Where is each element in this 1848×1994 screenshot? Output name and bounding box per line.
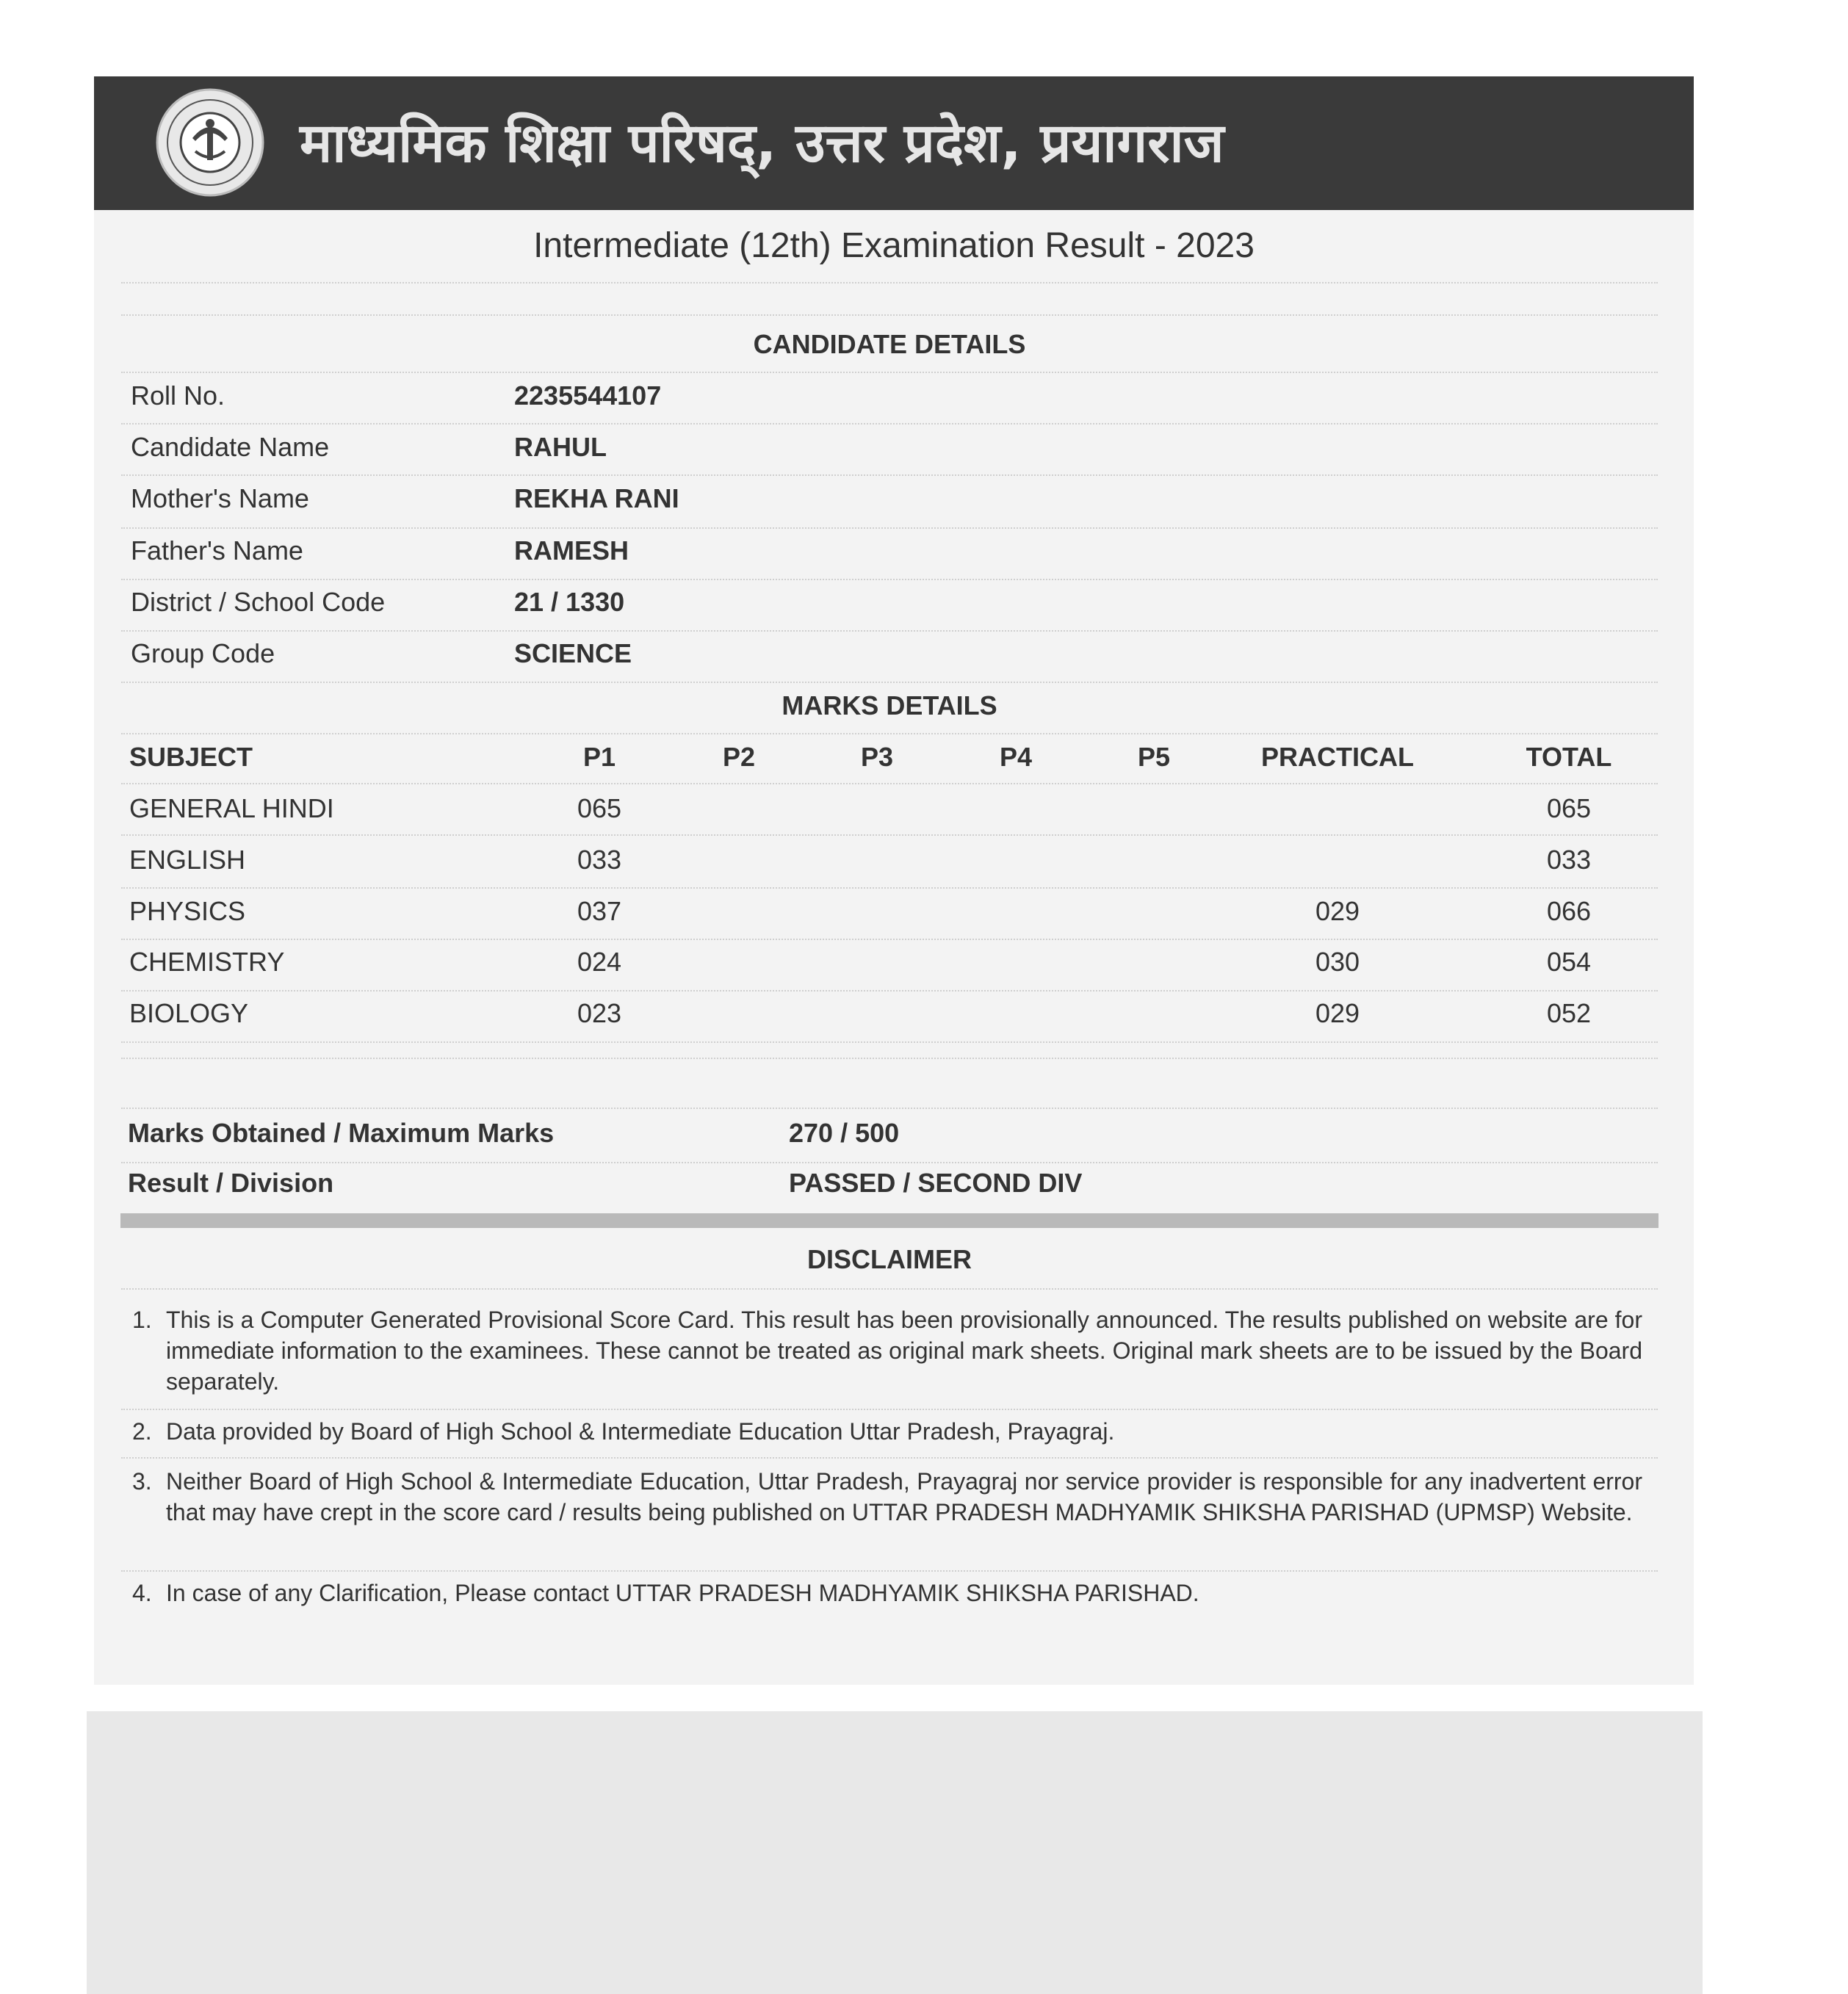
disclaimer-text: In case of any Clarification, Please contact UTTAR PRADESH MADHYAMIK SHIKSHA PARISHAD. — [166, 1580, 1199, 1606]
divider — [121, 1409, 1658, 1410]
candidate-value: 21 / 1330 — [514, 587, 625, 617]
table-row — [129, 834, 1657, 886]
result-row — [128, 1157, 1656, 1209]
candidate-label: Group Code — [131, 638, 275, 668]
candidate-label: Father's Name — [131, 535, 303, 566]
disclaimer-number: 4. — [132, 1580, 152, 1606]
column-header-total: TOTAL — [1526, 742, 1612, 772]
candidate-value: REKHA RANI — [514, 483, 679, 513]
subject-cell: GENERAL HINDI — [129, 793, 334, 823]
candidate-value: SCIENCE — [514, 638, 632, 668]
disclaimer-number: 3. — [132, 1468, 152, 1495]
divider — [121, 1041, 1658, 1043]
practical-cell: 029 — [1315, 896, 1360, 926]
candidate-row — [131, 577, 1651, 628]
p1-cell: 037 — [577, 896, 622, 926]
column-header-practical: PRACTICAL — [1261, 742, 1414, 772]
disclaimer-item — [132, 1304, 1642, 1400]
disclaimer-item — [132, 1578, 1642, 1610]
candidate-value: RAMESH — [514, 535, 629, 566]
practical-cell: 029 — [1315, 998, 1360, 1028]
result-value: PASSED / SECOND DIV — [789, 1168, 1083, 1198]
disclaimer-text: Data provided by Board of High School & Intermediate Education Uttar Pradesh, Prayagraj. — [166, 1418, 1115, 1445]
disclaimer-item — [132, 1466, 1642, 1561]
result-label: Result / Division — [128, 1168, 334, 1198]
header-bar — [94, 76, 1694, 210]
divider — [121, 1570, 1658, 1572]
footer-background — [87, 1711, 1703, 1994]
marks-obtained-label: Marks Obtained / Maximum Marks — [128, 1118, 555, 1148]
disclaimer-number: 2. — [132, 1418, 152, 1445]
total-cell: 065 — [1546, 793, 1592, 823]
candidate-details-heading: CANDIDATE DETAILS — [753, 329, 1026, 359]
column-header-p4: P4 — [999, 742, 1033, 772]
board-title: माध्यमिक शिक्षा परिषद्, उत्तर प्रदेश, प्रयागराज — [300, 112, 1224, 175]
column-header-p1: P1 — [582, 742, 616, 772]
divider — [121, 314, 1658, 316]
disclaimer-text: This is a Computer Generated Provisional Score Card. This result has been provisionally announced. The results published on website are for immediate information to the examinees. These cannot be treated as original mark sheets. Original mark sheets are to be issued by the Board separately. — [166, 1307, 1642, 1395]
practical-cell: 030 — [1315, 947, 1360, 977]
subject-cell: CHEMISTRY — [129, 947, 285, 977]
divider — [121, 1457, 1658, 1459]
table-row — [129, 783, 1657, 834]
total-cell: 066 — [1546, 896, 1592, 926]
p1-cell: 023 — [577, 998, 622, 1028]
disclaimer-item — [132, 1416, 1642, 1448]
column-header-p3: P3 — [860, 742, 894, 772]
total-cell: 052 — [1546, 998, 1592, 1028]
marks-obtained-value: 270 / 500 — [789, 1118, 900, 1148]
subject-cell: PHYSICS — [129, 896, 246, 926]
column-header-subject: SUBJECT — [129, 742, 253, 772]
candidate-value: 2235544107 — [514, 380, 662, 411]
p1-cell: 024 — [577, 947, 622, 977]
candidate-value: RAHUL — [514, 432, 607, 462]
candidate-row — [131, 525, 1651, 577]
table-row — [129, 936, 1657, 988]
exam-title: Intermediate (12th) Examination Result - 2023 — [533, 226, 1255, 265]
table-row — [129, 988, 1657, 1039]
candidate-label: Mother's Name — [131, 483, 309, 513]
disclaimer-heading: DISCLAIMER — [807, 1244, 972, 1274]
divider — [121, 282, 1658, 283]
subject-cell: BIOLOGY — [129, 998, 249, 1028]
candidate-row — [131, 370, 1651, 422]
divider — [121, 1288, 1658, 1290]
column-header-p5: P5 — [1137, 742, 1171, 772]
marks-header-row — [129, 732, 1657, 783]
table-row — [129, 886, 1657, 937]
divider — [121, 682, 1658, 683]
divider — [121, 1058, 1658, 1059]
disclaimer-text: Neither Board of High School & Intermediate Education, Uttar Pradesh, Prayagraj nor service provider is responsible for any inadvertent error that may have crept in the score card / results being published on UTTAR PRADESH MADHYAMIK SHIKSHA PARISHAD (UPMSP) Website. — [166, 1468, 1642, 1525]
candidate-row — [131, 422, 1651, 473]
candidate-label: Roll No. — [131, 380, 225, 411]
subject-cell: ENGLISH — [129, 845, 246, 875]
board-seal-logo — [154, 87, 266, 198]
total-cell: 054 — [1546, 947, 1592, 977]
marks-summary-row — [128, 1108, 1656, 1159]
candidate-label: Candidate Name — [131, 432, 330, 462]
candidate-row — [131, 473, 1651, 524]
section-separator-bar — [120, 1213, 1658, 1228]
candidate-row — [131, 628, 1651, 679]
total-cell: 033 — [1546, 845, 1592, 875]
disclaimer-number: 1. — [132, 1307, 152, 1333]
p1-cell: 065 — [577, 793, 622, 823]
column-header-p2: P2 — [722, 742, 756, 772]
p1-cell: 033 — [577, 845, 622, 875]
candidate-label: District / School Code — [131, 587, 386, 617]
marks-details-heading: MARKS DETAILS — [782, 690, 997, 720]
